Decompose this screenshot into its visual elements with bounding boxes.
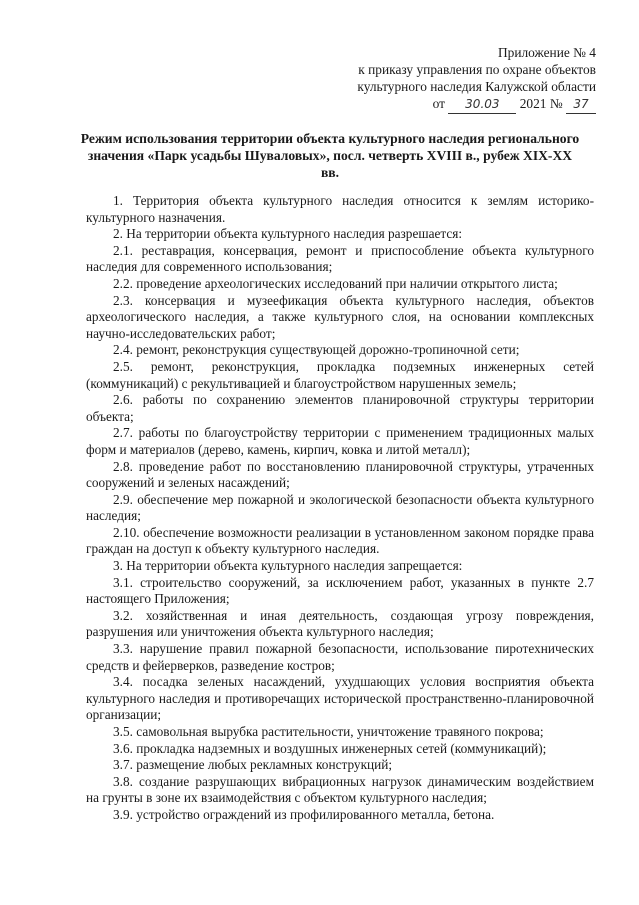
paragraph: 2.5. ремонт, реконструкция, прокладка подземных инженерных сетей (коммуникаций) с рекультивацией и благоустройством нарушенных земель; [86, 358, 594, 391]
paragraph: 3.7. размещение любых рекламных конструкций; [113, 757, 393, 773]
appendix-order-ref: к приказу управления по охране объектов [358, 62, 596, 77]
paragraph: 3.6. прокладка надземных и воздушных инженерных сетей (коммуникаций); [113, 740, 547, 756]
paragraph: 3.4. посадка зеленых насаждений, ухудшающих условия восприятия объекта культурного наследия и противоречащих исторической пространственно-планировочной организации; [86, 674, 594, 723]
paragraph: 3.9. устройство ограждений из профилированного металла, бетона. [113, 806, 495, 822]
handwritten-number: 37 [566, 96, 596, 114]
paragraph: 3.5. самовольная вырубка растительности, уничтожение травяного покрова; [113, 724, 544, 739]
number-sign: № [549, 96, 563, 111]
paragraph: 2.7. работы по благоустройству территории с применением традиционных малых форм и материалов (дерево, камень, кирпич, ковка и литой металл); [86, 425, 594, 457]
appendix-date-line [357, 95, 596, 114]
appendix-number: Приложение № 4 [497, 45, 596, 60]
document-body [86, 193, 594, 824]
paragraph: 2.1. реставрация, консервация, ремонт и приспособление объекта культурного наследия для современного использования; [86, 242, 594, 275]
paragraph: 2.2. проведение археологических исследований при наличии открытого листа; [113, 275, 558, 291]
date-prefix: от [432, 96, 445, 111]
paragraph: 2.4. ремонт, реконструкция существующей дорожно-тропиночной сети; [113, 342, 520, 358]
paragraph: 1. Территория объекта культурного наследия относится к землям историко-культурного назначения. [86, 193, 594, 225]
paragraph: 2. На территории объекта культурного наследия разрешается: [113, 226, 463, 242]
document-title: Режим использования территории объекта культурного наследия регионального значения «Парк усадьбы Шуваловых», посл. четверть XVIII в., рубеж XIX-XX вв. [80, 131, 580, 180]
paragraph: 3.8. создание разрушающих вибрационных нагрузок динамическим воздействием на грунты в зоне их взаимодействия с объектом культурного наследия; [86, 773, 594, 806]
handwritten-date: 30.03 [448, 96, 516, 114]
paragraph: 3.1. строительство сооружений, за исключением работ, указанных в пункте 2.7 настоящего Приложения; [86, 574, 594, 607]
paragraph: 2.9. обеспечение мер пожарной и экологической безопасности объекта культурного наследия; [86, 491, 594, 524]
paragraph: 2.8. проведение работ по восстановлению планировочной структуры, утраченных сооружений и зеленых насаждений; [86, 458, 594, 491]
paragraph: 2.10. обеспечение возможности реализации в установленном законом порядке права граждан на доступ к объекту культурного наследия. [86, 524, 594, 557]
appendix-header [357, 44, 596, 114]
paragraph: 2.3. консервация и музеефикация объекта культурного наследия, объектов археологического наследия, а также культурного слоя, на основании комплексных научно-исследовательских работ; [86, 292, 594, 341]
order-year: 2021 [519, 96, 547, 111]
paragraph: 2.6. работы по сохранению элементов планировочной структуры территории объекта; [86, 392, 594, 424]
paragraph: 3.2. хозяйственная и иная деятельность, создающая угрозу повреждения, разрушения или уничтожения объекта культурного наследия; [86, 607, 594, 640]
paragraph: 3.3. нарушение правил пожарной безопасности, использование пиротехнических средств и фейерверков, разведение костров; [86, 641, 594, 673]
paragraph: 3. На территории объекта культурного наследия запрещается: [113, 558, 463, 574]
appendix-authority: культурного наследия Калужской области [357, 79, 596, 94]
